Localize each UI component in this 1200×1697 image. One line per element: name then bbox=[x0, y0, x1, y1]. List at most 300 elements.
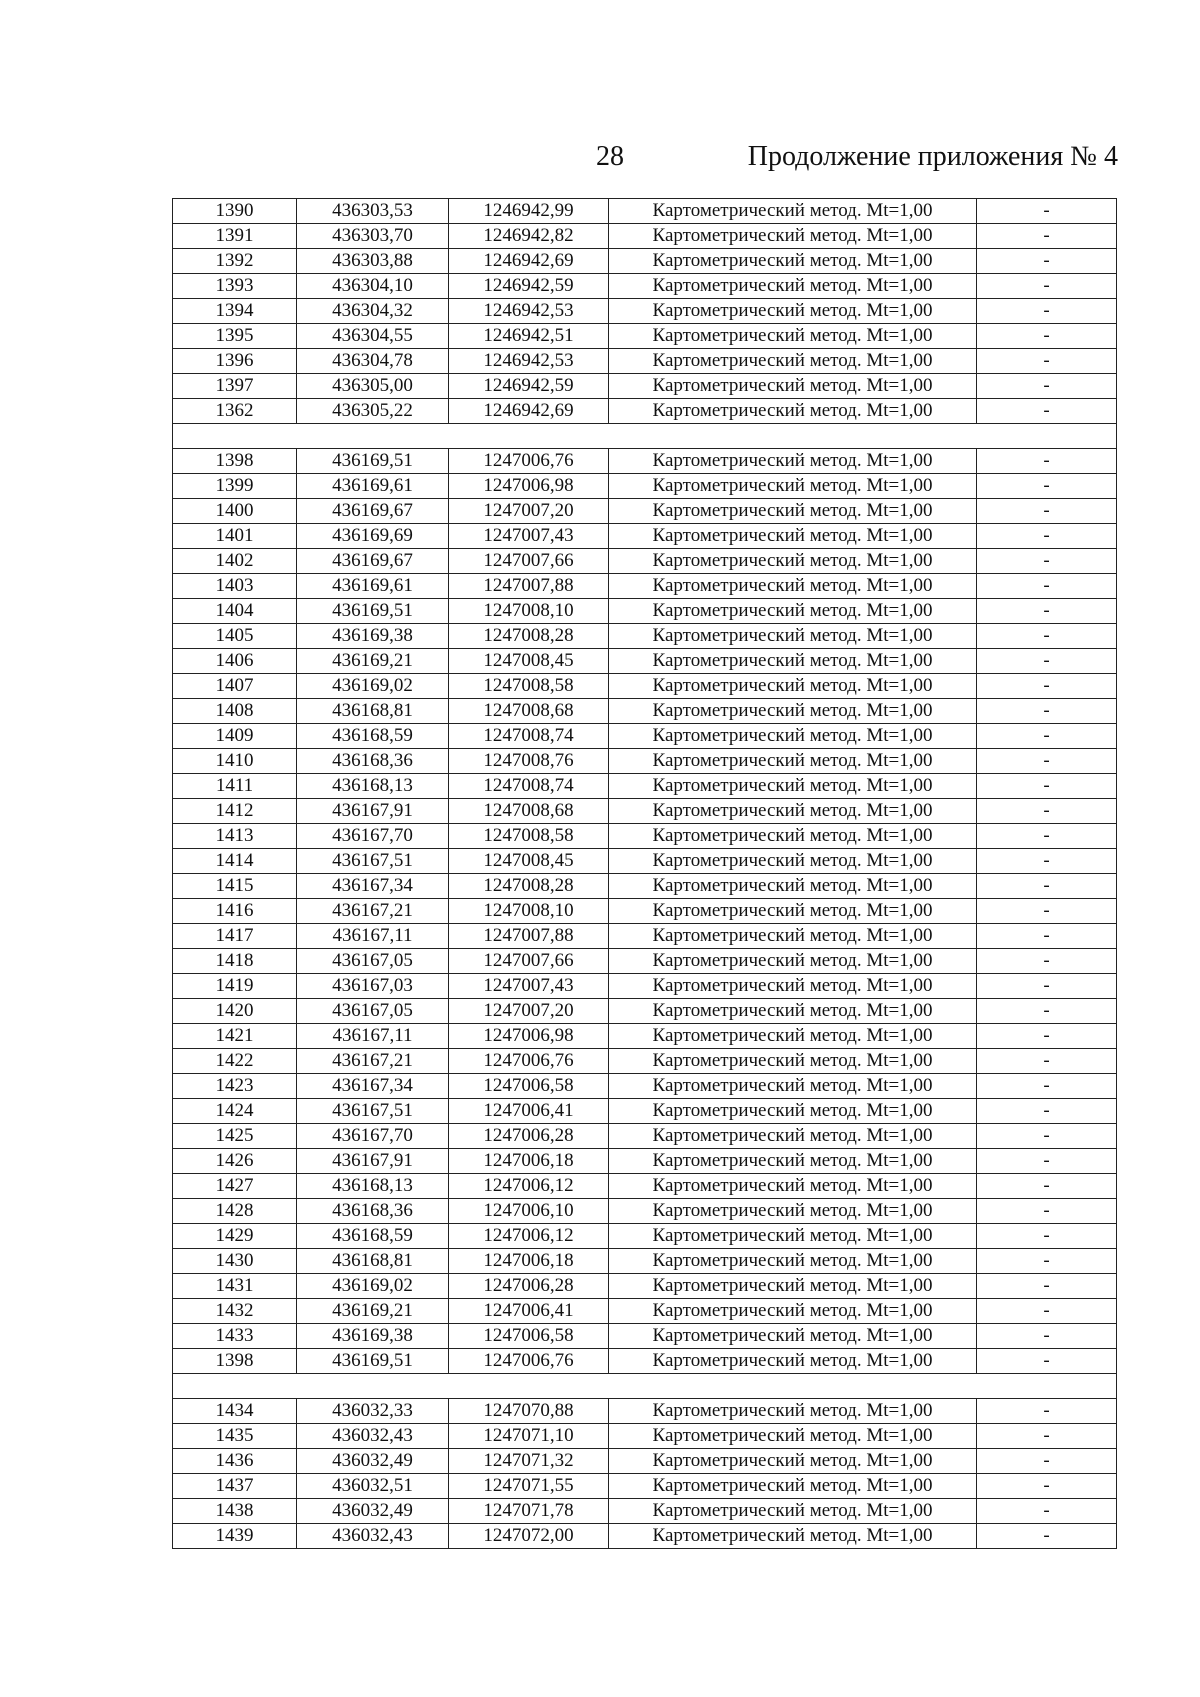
table-row bbox=[173, 274, 1117, 299]
x-coordinate-cell: 436167,03 bbox=[297, 974, 449, 999]
description-cell: - bbox=[977, 374, 1117, 399]
x-coordinate-cell: 436169,61 bbox=[297, 474, 449, 499]
method-cell: Картометрический метод. Mt=1,00 bbox=[609, 1299, 977, 1324]
table-row bbox=[173, 1224, 1117, 1249]
method-cell: Картометрический метод. Mt=1,00 bbox=[609, 1474, 977, 1499]
description-cell: - bbox=[977, 624, 1117, 649]
y-coordinate-cell: 1247008,28 bbox=[449, 624, 609, 649]
y-coordinate-cell: 1247006,28 bbox=[449, 1124, 609, 1149]
point-number-cell: 1425 bbox=[173, 1124, 297, 1149]
method-cell: Картометрический метод. Mt=1,00 bbox=[609, 274, 977, 299]
description-cell: - bbox=[977, 774, 1117, 799]
method-cell: Картометрический метод. Mt=1,00 bbox=[609, 674, 977, 699]
description-cell: - bbox=[977, 499, 1117, 524]
description-cell: - bbox=[977, 1074, 1117, 1099]
y-coordinate-cell: 1247071,10 bbox=[449, 1424, 609, 1449]
table-row bbox=[173, 699, 1117, 724]
method-cell: Картометрический метод. Mt=1,00 bbox=[609, 1199, 977, 1224]
table-row bbox=[173, 924, 1117, 949]
table-row bbox=[173, 599, 1117, 624]
description-cell: - bbox=[977, 674, 1117, 699]
y-coordinate-cell: 1247006,98 bbox=[449, 1024, 609, 1049]
description-cell: - bbox=[977, 1124, 1117, 1149]
point-number-cell: 1426 bbox=[173, 1149, 297, 1174]
method-cell: Картометрический метод. Mt=1,00 bbox=[609, 1149, 977, 1174]
description-cell: - bbox=[977, 449, 1117, 474]
x-coordinate-cell: 436032,43 bbox=[297, 1524, 449, 1549]
coordinates-table-body bbox=[173, 199, 1117, 1549]
method-cell: Картометрический метод. Mt=1,00 bbox=[609, 1424, 977, 1449]
description-cell: - bbox=[977, 699, 1117, 724]
point-number-cell: 1394 bbox=[173, 299, 297, 324]
point-number-cell: 1421 bbox=[173, 1024, 297, 1049]
x-coordinate-cell: 436032,43 bbox=[297, 1424, 449, 1449]
method-cell: Картометрический метод. Mt=1,00 bbox=[609, 949, 977, 974]
group-separator-cell bbox=[173, 1374, 1117, 1399]
point-number-cell: 1408 bbox=[173, 699, 297, 724]
y-coordinate-cell: 1247008,58 bbox=[449, 824, 609, 849]
table-row bbox=[173, 1049, 1117, 1074]
table-row bbox=[173, 1024, 1117, 1049]
x-coordinate-cell: 436168,59 bbox=[297, 724, 449, 749]
table-row bbox=[173, 524, 1117, 549]
table-row bbox=[173, 474, 1117, 499]
description-cell: - bbox=[977, 574, 1117, 599]
y-coordinate-cell: 1247006,28 bbox=[449, 1274, 609, 1299]
table-row bbox=[173, 624, 1117, 649]
description-cell: - bbox=[977, 599, 1117, 624]
description-cell: - bbox=[977, 549, 1117, 574]
point-number-cell: 1400 bbox=[173, 499, 297, 524]
y-coordinate-cell: 1247007,43 bbox=[449, 524, 609, 549]
x-coordinate-cell: 436167,11 bbox=[297, 1024, 449, 1049]
method-cell: Картометрический метод. Mt=1,00 bbox=[609, 1274, 977, 1299]
y-coordinate-cell: 1247006,12 bbox=[449, 1224, 609, 1249]
method-cell: Картометрический метод. Mt=1,00 bbox=[609, 374, 977, 399]
x-coordinate-cell: 436304,32 bbox=[297, 299, 449, 324]
description-cell: - bbox=[977, 1199, 1117, 1224]
x-coordinate-cell: 436168,36 bbox=[297, 749, 449, 774]
description-cell: - bbox=[977, 274, 1117, 299]
y-coordinate-cell: 1247007,66 bbox=[449, 949, 609, 974]
description-cell: - bbox=[977, 1399, 1117, 1424]
description-cell: - bbox=[977, 1274, 1117, 1299]
point-number-cell: 1413 bbox=[173, 824, 297, 849]
table-row bbox=[173, 974, 1117, 999]
y-coordinate-cell: 1247071,55 bbox=[449, 1474, 609, 1499]
y-coordinate-cell: 1247007,88 bbox=[449, 924, 609, 949]
method-cell: Картометрический метод. Mt=1,00 bbox=[609, 724, 977, 749]
description-cell: - bbox=[977, 874, 1117, 899]
table-row bbox=[173, 1499, 1117, 1524]
point-number-cell: 1402 bbox=[173, 549, 297, 574]
method-cell: Картометрический метод. Mt=1,00 bbox=[609, 974, 977, 999]
method-cell: Картометрический метод. Mt=1,00 bbox=[609, 624, 977, 649]
point-number-cell: 1393 bbox=[173, 274, 297, 299]
table-row bbox=[173, 1149, 1117, 1174]
description-cell: - bbox=[977, 724, 1117, 749]
x-coordinate-cell: 436169,02 bbox=[297, 1274, 449, 1299]
point-number-cell: 1391 bbox=[173, 224, 297, 249]
point-number-cell: 1405 bbox=[173, 624, 297, 649]
table-row bbox=[173, 724, 1117, 749]
y-coordinate-cell: 1247008,76 bbox=[449, 749, 609, 774]
x-coordinate-cell: 436167,05 bbox=[297, 949, 449, 974]
method-cell: Картометрический метод. Mt=1,00 bbox=[609, 924, 977, 949]
x-coordinate-cell: 436167,91 bbox=[297, 799, 449, 824]
method-cell: Картометрический метод. Mt=1,00 bbox=[609, 1524, 977, 1549]
table-row bbox=[173, 1274, 1117, 1299]
x-coordinate-cell: 436169,38 bbox=[297, 1324, 449, 1349]
method-cell: Картометрический метод. Mt=1,00 bbox=[609, 524, 977, 549]
description-cell: - bbox=[977, 299, 1117, 324]
x-coordinate-cell: 436168,81 bbox=[297, 1249, 449, 1274]
point-number-cell: 1438 bbox=[173, 1499, 297, 1524]
group-separator-row bbox=[173, 1374, 1117, 1399]
point-number-cell: 1412 bbox=[173, 799, 297, 824]
table-row bbox=[173, 349, 1117, 374]
point-number-cell: 1427 bbox=[173, 1174, 297, 1199]
x-coordinate-cell: 436167,51 bbox=[297, 1099, 449, 1124]
point-number-cell: 1417 bbox=[173, 924, 297, 949]
coordinates-table bbox=[172, 198, 1117, 1549]
description-cell: - bbox=[977, 1049, 1117, 1074]
y-coordinate-cell: 1247008,10 bbox=[449, 599, 609, 624]
x-coordinate-cell: 436169,21 bbox=[297, 1299, 449, 1324]
description-cell: - bbox=[977, 324, 1117, 349]
y-coordinate-cell: 1247008,10 bbox=[449, 899, 609, 924]
y-coordinate-cell: 1247006,41 bbox=[449, 1299, 609, 1324]
point-number-cell: 1415 bbox=[173, 874, 297, 899]
method-cell: Картометрический метод. Mt=1,00 bbox=[609, 499, 977, 524]
method-cell: Картометрический метод. Mt=1,00 bbox=[609, 349, 977, 374]
table-row bbox=[173, 949, 1117, 974]
table-row bbox=[173, 224, 1117, 249]
table-row bbox=[173, 774, 1117, 799]
x-coordinate-cell: 436167,34 bbox=[297, 874, 449, 899]
table-row bbox=[173, 1474, 1117, 1499]
point-number-cell: 1436 bbox=[173, 1449, 297, 1474]
point-number-cell: 1420 bbox=[173, 999, 297, 1024]
table-row bbox=[173, 1124, 1117, 1149]
x-coordinate-cell: 436168,13 bbox=[297, 1174, 449, 1199]
point-number-cell: 1429 bbox=[173, 1224, 297, 1249]
page-number: 28 bbox=[596, 141, 624, 172]
description-cell: - bbox=[977, 399, 1117, 424]
y-coordinate-cell: 1247006,58 bbox=[449, 1324, 609, 1349]
point-number-cell: 1430 bbox=[173, 1249, 297, 1274]
method-cell: Картометрический метод. Mt=1,00 bbox=[609, 574, 977, 599]
y-coordinate-cell: 1247008,74 bbox=[449, 724, 609, 749]
method-cell: Картометрический метод. Mt=1,00 bbox=[609, 1224, 977, 1249]
table-row bbox=[173, 1524, 1117, 1549]
x-coordinate-cell: 436167,05 bbox=[297, 999, 449, 1024]
method-cell: Картометрический метод. Mt=1,00 bbox=[609, 549, 977, 574]
method-cell: Картометрический метод. Mt=1,00 bbox=[609, 1074, 977, 1099]
x-coordinate-cell: 436168,36 bbox=[297, 1199, 449, 1224]
point-number-cell: 1434 bbox=[173, 1399, 297, 1424]
x-coordinate-cell: 436303,53 bbox=[297, 199, 449, 224]
group-separator-row bbox=[173, 424, 1117, 449]
description-cell: - bbox=[977, 749, 1117, 774]
description-cell: - bbox=[977, 949, 1117, 974]
x-coordinate-cell: 436304,78 bbox=[297, 349, 449, 374]
x-coordinate-cell: 436169,02 bbox=[297, 674, 449, 699]
table-row bbox=[173, 674, 1117, 699]
table-row bbox=[173, 649, 1117, 674]
table-row bbox=[173, 1349, 1117, 1374]
description-cell: - bbox=[977, 1174, 1117, 1199]
table-row bbox=[173, 549, 1117, 574]
x-coordinate-cell: 436169,67 bbox=[297, 549, 449, 574]
description-cell: - bbox=[977, 1349, 1117, 1374]
x-coordinate-cell: 436304,55 bbox=[297, 324, 449, 349]
description-cell: - bbox=[977, 824, 1117, 849]
x-coordinate-cell: 436032,49 bbox=[297, 1499, 449, 1524]
description-cell: - bbox=[977, 1474, 1117, 1499]
method-cell: Картометрический метод. Mt=1,00 bbox=[609, 799, 977, 824]
description-cell: - bbox=[977, 199, 1117, 224]
y-coordinate-cell: 1246942,59 bbox=[449, 374, 609, 399]
point-number-cell: 1437 bbox=[173, 1474, 297, 1499]
point-number-cell: 1424 bbox=[173, 1099, 297, 1124]
y-coordinate-cell: 1247008,68 bbox=[449, 699, 609, 724]
x-coordinate-cell: 436169,21 bbox=[297, 649, 449, 674]
point-number-cell: 1390 bbox=[173, 199, 297, 224]
x-coordinate-cell: 436167,21 bbox=[297, 899, 449, 924]
y-coordinate-cell: 1247006,12 bbox=[449, 1174, 609, 1199]
point-number-cell: 1435 bbox=[173, 1424, 297, 1449]
y-coordinate-cell: 1247070,88 bbox=[449, 1399, 609, 1424]
y-coordinate-cell: 1246942,53 bbox=[449, 299, 609, 324]
table-row bbox=[173, 1399, 1117, 1424]
table-row bbox=[173, 799, 1117, 824]
description-cell: - bbox=[977, 649, 1117, 674]
method-cell: Картометрический метод. Mt=1,00 bbox=[609, 749, 977, 774]
method-cell: Картометрический метод. Mt=1,00 bbox=[609, 874, 977, 899]
x-coordinate-cell: 436169,51 bbox=[297, 1349, 449, 1374]
table-row bbox=[173, 499, 1117, 524]
point-number-cell: 1392 bbox=[173, 249, 297, 274]
y-coordinate-cell: 1246942,99 bbox=[449, 199, 609, 224]
point-number-cell: 1396 bbox=[173, 349, 297, 374]
point-number-cell: 1404 bbox=[173, 599, 297, 624]
y-coordinate-cell: 1247006,98 bbox=[449, 474, 609, 499]
point-number-cell: 1401 bbox=[173, 524, 297, 549]
y-coordinate-cell: 1247008,58 bbox=[449, 674, 609, 699]
y-coordinate-cell: 1247006,76 bbox=[449, 1349, 609, 1374]
method-cell: Картометрический метод. Mt=1,00 bbox=[609, 1349, 977, 1374]
table-row bbox=[173, 749, 1117, 774]
description-cell: - bbox=[977, 1099, 1117, 1124]
point-number-cell: 1407 bbox=[173, 674, 297, 699]
method-cell: Картометрический метод. Mt=1,00 bbox=[609, 1174, 977, 1199]
point-number-cell: 1409 bbox=[173, 724, 297, 749]
y-coordinate-cell: 1247006,18 bbox=[449, 1249, 609, 1274]
x-coordinate-cell: 436168,59 bbox=[297, 1224, 449, 1249]
table-row bbox=[173, 249, 1117, 274]
method-cell: Картометрический метод. Mt=1,00 bbox=[609, 299, 977, 324]
method-cell: Картометрический метод. Mt=1,00 bbox=[609, 1499, 977, 1524]
point-number-cell: 1433 bbox=[173, 1324, 297, 1349]
y-coordinate-cell: 1247008,28 bbox=[449, 874, 609, 899]
description-cell: - bbox=[977, 924, 1117, 949]
description-cell: - bbox=[977, 1024, 1117, 1049]
y-coordinate-cell: 1247008,74 bbox=[449, 774, 609, 799]
point-number-cell: 1397 bbox=[173, 374, 297, 399]
method-cell: Картометрический метод. Mt=1,00 bbox=[609, 1049, 977, 1074]
x-coordinate-cell: 436167,91 bbox=[297, 1149, 449, 1174]
method-cell: Картометрический метод. Mt=1,00 bbox=[609, 1249, 977, 1274]
x-coordinate-cell: 436167,51 bbox=[297, 849, 449, 874]
description-cell: - bbox=[977, 1424, 1117, 1449]
method-cell: Картометрический метод. Mt=1,00 bbox=[609, 249, 977, 274]
point-number-cell: 1432 bbox=[173, 1299, 297, 1324]
y-coordinate-cell: 1246942,59 bbox=[449, 274, 609, 299]
y-coordinate-cell: 1247006,76 bbox=[449, 449, 609, 474]
point-number-cell: 1423 bbox=[173, 1074, 297, 1099]
point-number-cell: 1428 bbox=[173, 1199, 297, 1224]
y-coordinate-cell: 1247006,41 bbox=[449, 1099, 609, 1124]
point-number-cell: 1419 bbox=[173, 974, 297, 999]
x-coordinate-cell: 436303,88 bbox=[297, 249, 449, 274]
table-row bbox=[173, 574, 1117, 599]
y-coordinate-cell: 1247072,00 bbox=[449, 1524, 609, 1549]
table-row bbox=[173, 1324, 1117, 1349]
point-number-cell: 1431 bbox=[173, 1274, 297, 1299]
x-coordinate-cell: 436304,10 bbox=[297, 274, 449, 299]
description-cell: - bbox=[977, 1324, 1117, 1349]
x-coordinate-cell: 436169,69 bbox=[297, 524, 449, 549]
method-cell: Картометрический метод. Mt=1,00 bbox=[609, 449, 977, 474]
method-cell: Картометрический метод. Mt=1,00 bbox=[609, 599, 977, 624]
description-cell: - bbox=[977, 899, 1117, 924]
description-cell: - bbox=[977, 1249, 1117, 1274]
x-coordinate-cell: 436169,61 bbox=[297, 574, 449, 599]
description-cell: - bbox=[977, 1149, 1117, 1174]
x-coordinate-cell: 436305,00 bbox=[297, 374, 449, 399]
x-coordinate-cell: 436167,34 bbox=[297, 1074, 449, 1099]
y-coordinate-cell: 1247006,58 bbox=[449, 1074, 609, 1099]
point-number-cell: 1422 bbox=[173, 1049, 297, 1074]
x-coordinate-cell: 436167,70 bbox=[297, 824, 449, 849]
description-cell: - bbox=[977, 849, 1117, 874]
table-row bbox=[173, 1199, 1117, 1224]
y-coordinate-cell: 1247007,20 bbox=[449, 499, 609, 524]
y-coordinate-cell: 1247007,66 bbox=[449, 549, 609, 574]
method-cell: Картометрический метод. Mt=1,00 bbox=[609, 1449, 977, 1474]
table-row bbox=[173, 199, 1117, 224]
description-cell: - bbox=[977, 1449, 1117, 1474]
y-coordinate-cell: 1247071,32 bbox=[449, 1449, 609, 1474]
y-coordinate-cell: 1247008,45 bbox=[449, 649, 609, 674]
y-coordinate-cell: 1246942,51 bbox=[449, 324, 609, 349]
point-number-cell: 1362 bbox=[173, 399, 297, 424]
y-coordinate-cell: 1247006,18 bbox=[449, 1149, 609, 1174]
method-cell: Картометрический метод. Mt=1,00 bbox=[609, 1024, 977, 1049]
table-row bbox=[173, 1424, 1117, 1449]
x-coordinate-cell: 436303,70 bbox=[297, 224, 449, 249]
table-row bbox=[173, 1074, 1117, 1099]
method-cell: Картометрический метод. Mt=1,00 bbox=[609, 1399, 977, 1424]
x-coordinate-cell: 436168,81 bbox=[297, 699, 449, 724]
method-cell: Картометрический метод. Mt=1,00 bbox=[609, 399, 977, 424]
description-cell: - bbox=[977, 474, 1117, 499]
x-coordinate-cell: 436032,49 bbox=[297, 1449, 449, 1474]
table-row bbox=[173, 449, 1117, 474]
x-coordinate-cell: 436167,70 bbox=[297, 1124, 449, 1149]
table-row bbox=[173, 374, 1117, 399]
point-number-cell: 1399 bbox=[173, 474, 297, 499]
table-row bbox=[173, 999, 1117, 1024]
method-cell: Картометрический метод. Mt=1,00 bbox=[609, 699, 977, 724]
description-cell: - bbox=[977, 224, 1117, 249]
point-number-cell: 1411 bbox=[173, 774, 297, 799]
description-cell: - bbox=[977, 999, 1117, 1024]
method-cell: Картометрический метод. Mt=1,00 bbox=[609, 199, 977, 224]
x-coordinate-cell: 436167,21 bbox=[297, 1049, 449, 1074]
method-cell: Картометрический метод. Mt=1,00 bbox=[609, 1324, 977, 1349]
y-coordinate-cell: 1247006,10 bbox=[449, 1199, 609, 1224]
description-cell: - bbox=[977, 249, 1117, 274]
table-row bbox=[173, 324, 1117, 349]
x-coordinate-cell: 436169,67 bbox=[297, 499, 449, 524]
y-coordinate-cell: 1246942,82 bbox=[449, 224, 609, 249]
x-coordinate-cell: 436168,13 bbox=[297, 774, 449, 799]
point-number-cell: 1395 bbox=[173, 324, 297, 349]
y-coordinate-cell: 1247071,78 bbox=[449, 1499, 609, 1524]
description-cell: - bbox=[977, 349, 1117, 374]
point-number-cell: 1398 bbox=[173, 1349, 297, 1374]
point-number-cell: 1414 bbox=[173, 849, 297, 874]
table-row bbox=[173, 849, 1117, 874]
y-coordinate-cell: 1247007,43 bbox=[449, 974, 609, 999]
table-row bbox=[173, 899, 1117, 924]
method-cell: Картометрический метод. Mt=1,00 bbox=[609, 324, 977, 349]
table-row bbox=[173, 824, 1117, 849]
method-cell: Картометрический метод. Mt=1,00 bbox=[609, 824, 977, 849]
method-cell: Картометрический метод. Mt=1,00 bbox=[609, 649, 977, 674]
description-cell: - bbox=[977, 524, 1117, 549]
table-row bbox=[173, 1299, 1117, 1324]
group-separator-cell bbox=[173, 424, 1117, 449]
x-coordinate-cell: 436169,38 bbox=[297, 624, 449, 649]
page-header bbox=[0, 140, 1200, 180]
point-number-cell: 1416 bbox=[173, 899, 297, 924]
point-number-cell: 1410 bbox=[173, 749, 297, 774]
x-coordinate-cell: 436032,51 bbox=[297, 1474, 449, 1499]
method-cell: Картометрический метод. Mt=1,00 bbox=[609, 999, 977, 1024]
table-row bbox=[173, 874, 1117, 899]
description-cell: - bbox=[977, 1299, 1117, 1324]
table-row bbox=[173, 1174, 1117, 1199]
y-coordinate-cell: 1247007,88 bbox=[449, 574, 609, 599]
y-coordinate-cell: 1247007,20 bbox=[449, 999, 609, 1024]
method-cell: Картометрический метод. Mt=1,00 bbox=[609, 1124, 977, 1149]
table-row bbox=[173, 1449, 1117, 1474]
table-row bbox=[173, 399, 1117, 424]
point-number-cell: 1398 bbox=[173, 449, 297, 474]
point-number-cell: 1439 bbox=[173, 1524, 297, 1549]
x-coordinate-cell: 436167,11 bbox=[297, 924, 449, 949]
y-coordinate-cell: 1247006,76 bbox=[449, 1049, 609, 1074]
point-number-cell: 1418 bbox=[173, 949, 297, 974]
description-cell: - bbox=[977, 1524, 1117, 1549]
y-coordinate-cell: 1247008,68 bbox=[449, 799, 609, 824]
description-cell: - bbox=[977, 974, 1117, 999]
y-coordinate-cell: 1246942,53 bbox=[449, 349, 609, 374]
y-coordinate-cell: 1247008,45 bbox=[449, 849, 609, 874]
